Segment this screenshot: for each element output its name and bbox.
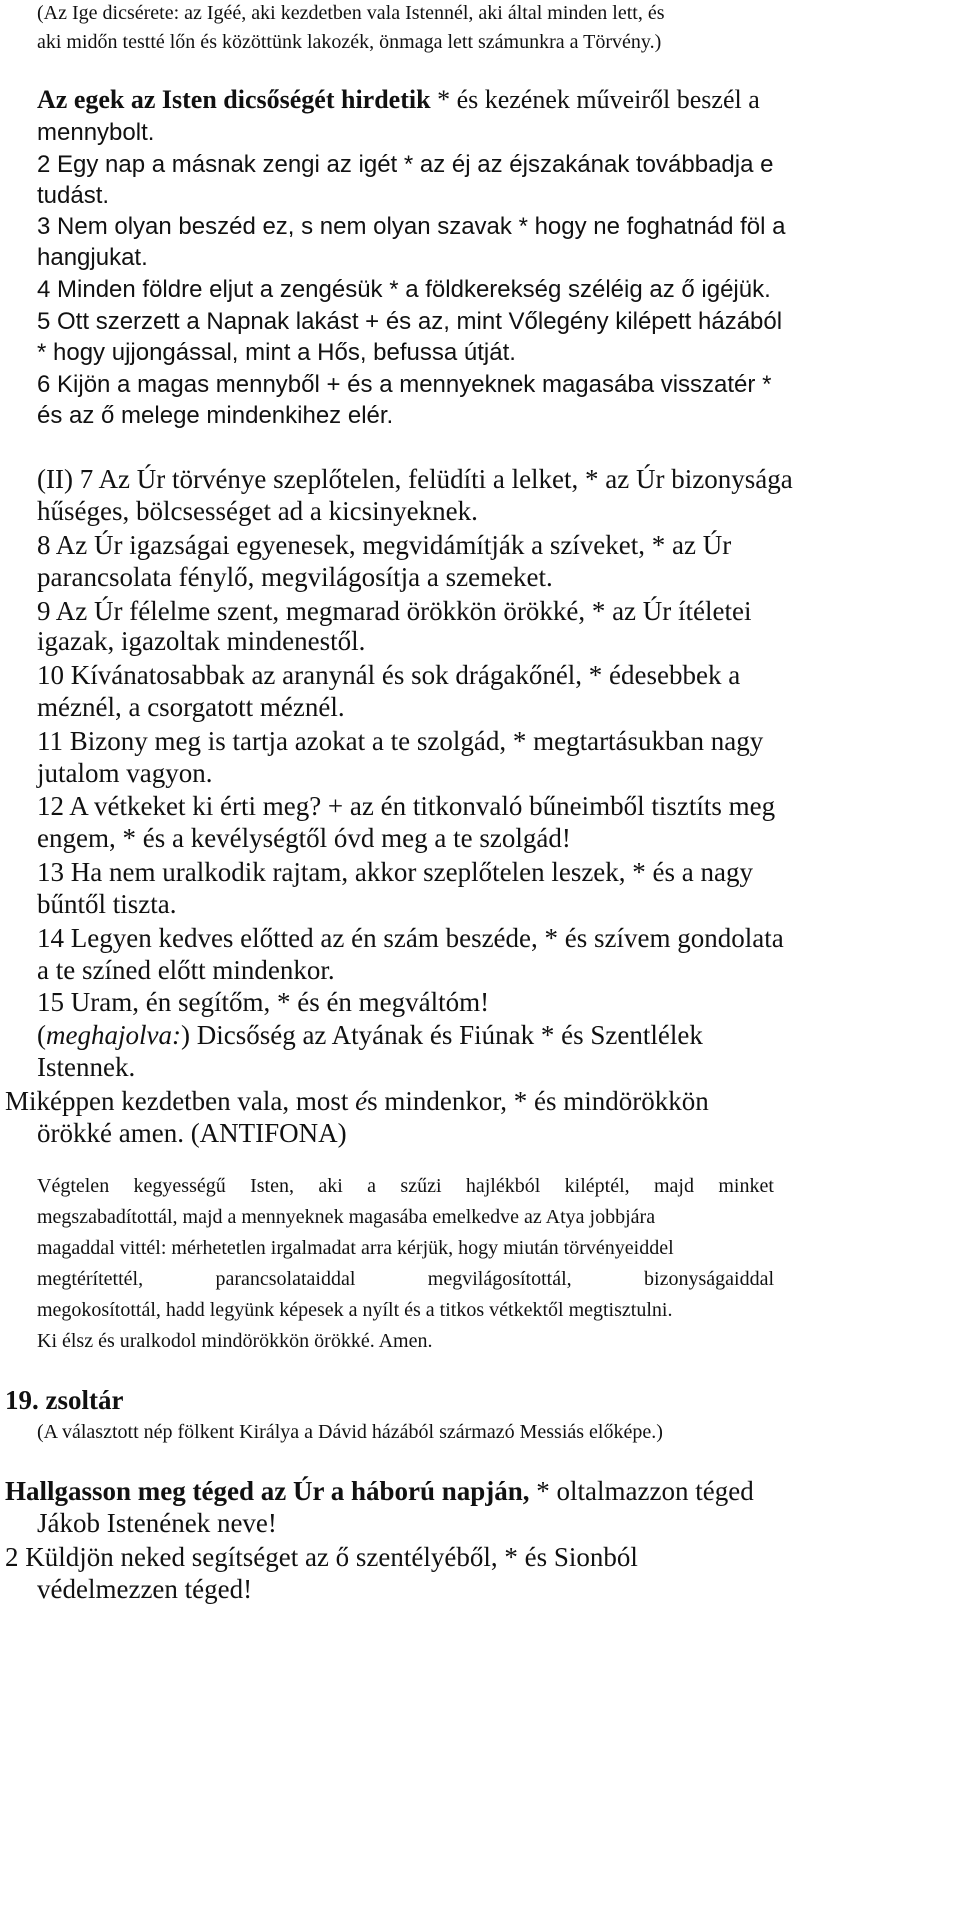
prayer-line-6: Ki élsz és uralkodol mindörökkön örökké. Amen. [37,1330,433,1352]
psalm-18-verse-4: 4 Minden földre eljut a zengésük * a földkerekség széléig az ő igéjük. [37,276,771,303]
intro-note-line-2: aki midőn testté lőn és közöttünk lakozék, önmaga lett számunkra a Törvény.) [37,31,662,53]
doxology-line-1 [37,1020,703,1051]
psalm-19-verse-1-cont: Jákob Istenének neve! [37,1508,277,1538]
doxology-line-3b: s mindenkor, * és mindörökkön [367,1086,709,1116]
prayer-word: hajlékból [465,1175,541,1197]
psalm-18-verse-5b: * hogy ujjongással, mint a Hős, befussa útját. [37,339,516,366]
doxology-line-3-italic: é [355,1086,368,1116]
prayer-line-4: megtérítettél, parancsolataiddal megvilágosítottál, bizonyságaiddal [37,1268,774,1290]
prayer-word: a [367,1175,377,1197]
psalm-19-verse-2b: védelmezzen téged! [37,1574,253,1604]
psalm-18-verse-2a: 2 Egy nap a másnak zengi az igét * az éj az éjszakának továbbadja e [37,151,774,178]
psalm-18-verse-1-cont: mennybolt. [37,119,155,146]
psalm-18-verse-8a: 8 Az Úr igazságai egyenesek, megvidámítják a szíveket, * az Úr [37,530,732,560]
doxology-open-paren: ( [37,1020,46,1050]
prayer-word: kegyességű [133,1175,226,1197]
psalm-18-verse-3b: hangjukat. [37,244,148,271]
psalm-18-incipit: Az egek az Isten dicsőségét hirdetik [37,85,431,114]
psalm-18-verse-3a: 3 Nem olyan beszéd ez, s nem olyan szavak * hogy ne foghatnád föl a [37,213,786,240]
psalm-18-verse-10a: 10 Kívánatosabbak az aranynál és sok drágakőnél, * édesebbek a [37,660,741,690]
psalm-19-subtitle: (A választott nép fölkent Királya a Dávid házából származó Messiás előképe.) [37,1421,663,1443]
prayer-word: szűzi [400,1175,442,1197]
psalm-18-verse-13b: bűntől tiszta. [37,889,177,919]
psalm-18-verse-12a: 12 A vétkeket ki érti meg? + az én titkonvaló bűneimből tisztíts meg [37,791,776,821]
prayer-line-1 [37,1175,774,1198]
psalm-18-verse-14b: a te színed előtt mindenkor. [37,955,335,985]
psalm-18-verse-7a: (II) 7 Az Úr törvénye szeplőtelen, felüdíti a lelket, * az Úr bizonysága [37,464,793,494]
psalm-18-verse-6a: 6 Kijön a magas mennyből + és a mennyeknek magasába visszatér * [37,371,772,398]
psalm-18-verse-6b: és az ő melege mindenkihez elér. [37,402,394,429]
intro-note-line-1: (Az Ige dicsérete: az Igéé, aki kezdetben vala Istennél, aki által minden lett, és [37,2,665,24]
psalm-18-verse-1-rest: * és kezének műveiről beszél a [437,85,760,114]
psalm-19-title: 19. zsoltár [5,1385,124,1415]
prayer-line-5: megokosítottál, hadd legyünk képesek a nyílt és a titkos vétkektől megtisztulni. [37,1299,673,1321]
prayer-line-3: magaddal vittél: mérhetetlen irgalmadat arra kérjük, hogy miután törvényeiddel [37,1237,674,1259]
prayer-word: aki [318,1175,343,1197]
doxology-line-3a: Miképpen kezdetben vala, most [5,1086,356,1116]
psalm-19-verse-1 [5,1476,754,1507]
doxology-line-2: Istennek. [37,1052,136,1082]
psalm-18-verse-8b: parancsolata fénylő, megvilágosítja a szemeket. [37,562,553,592]
doxology-line-4: örökké amen. (ANTIFONA) [37,1118,347,1148]
doxology-line-3 [5,1086,709,1117]
psalm-19-verse-1-rest: * oltalmazzon téged [536,1476,754,1506]
psalm-19-verse-2a: 2 Küldjön neked segítséget az ő szentélyéből, * és Sionból [5,1542,638,1572]
doxology-rubric: meghajolva: [46,1020,181,1050]
psalm-18-verse-13a: 13 Ha nem uralkodik rajtam, akkor szeplőtelen leszek, * és a nagy [37,857,754,887]
psalm-19-incipit: Hallgasson meg téged az Úr a háború napján, [5,1476,530,1506]
prayer-word: Végtelen [37,1175,110,1197]
psalm-18-verse-10b: méznél, a csorgatott méznél. [37,692,345,722]
prayer-word: Isten, [250,1175,294,1197]
psalm-18-verse-9a: 9 Az Úr félelme szent, megmarad örökkön örökké, * az Úr ítéletei [37,596,752,626]
doxology-line-1-rest: ) Dicsőség az Atyának és Fiúnak * és Szentlélek [180,1020,703,1050]
psalm-18-verse-5a: 5 Ott szerzett a Napnak lakást + és az, mint Vőlegény kilépett házából [37,308,783,335]
psalm-18-verse-11a: 11 Bizony meg is tartja azokat a te szolgád, * megtartásukban nagy [37,726,764,756]
psalm-18-verse-9b: igazak, igazoltak mindenestől. [37,626,366,656]
psalm-18-verse-14a: 14 Legyen kedves előtted az én szám beszéde, * és szívem gondolata [37,923,784,953]
prayer-word: minket [718,1175,774,1197]
prayer-word: kiléptél, [564,1175,630,1197]
prayer-line-2: megszabadítottál, majd a mennyeknek magasába emelkedve az Atya jobbjára [37,1206,656,1228]
psalm-18-verse-2b: tudást. [37,182,110,209]
psalm-18-verse-1 [37,85,760,115]
psalm-18-verse-7b: hűséges, bölcsességet ad a kicsinyeknek. [37,496,478,526]
psalm-18-verse-15: 15 Uram, én segítőm, * és én megváltóm! [37,987,490,1017]
prayer-word: majd [654,1175,694,1197]
psalm-18-verse-11b: jutalom vagyon. [37,758,213,788]
psalm-18-verse-12b: engem, * és a kevélységtől óvd meg a te szolgád! [37,823,571,853]
